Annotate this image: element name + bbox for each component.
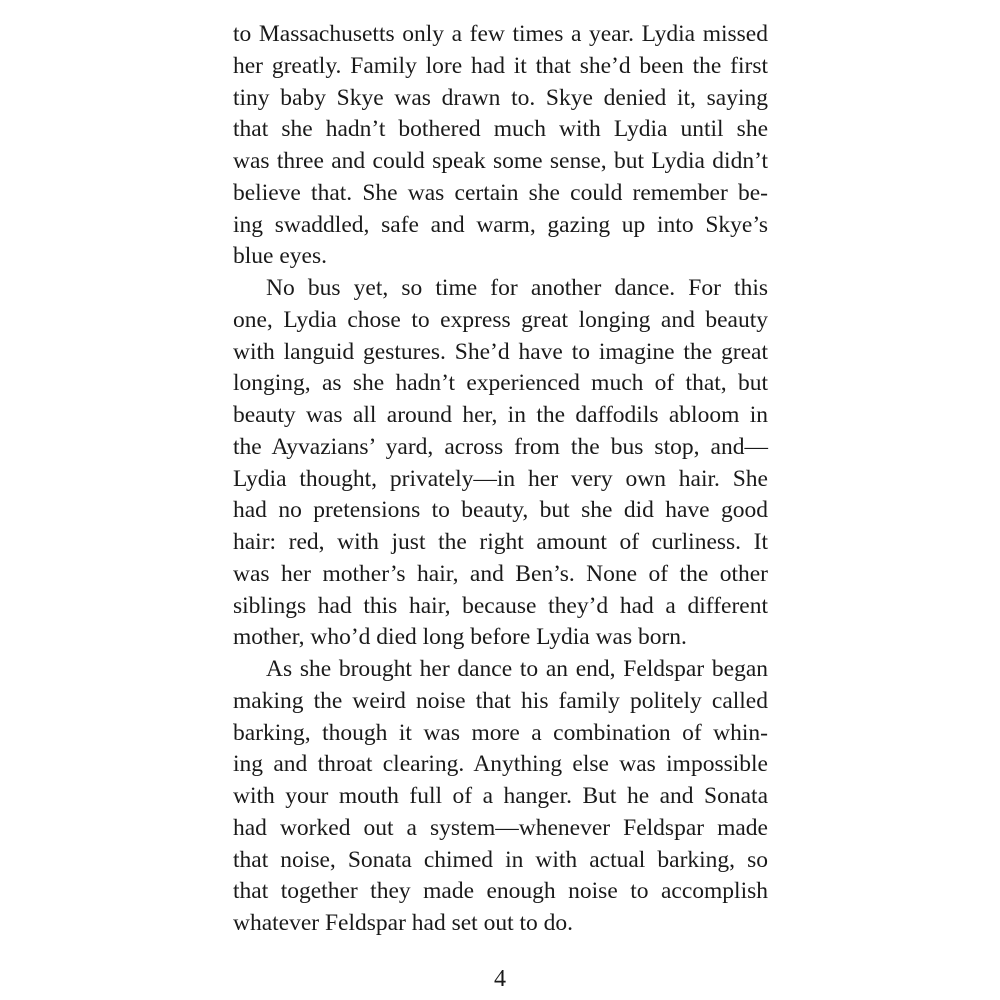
text-line: beauty was all around her, in the daffodils abloom in: [233, 402, 768, 428]
body-text: [233, 19, 768, 940]
text-line: ing and throat clearing. Anything else was impossible: [233, 751, 768, 778]
text-line: had worked out a system—whenever Feldspar made: [233, 814, 768, 841]
text-line: had no pretensions to beauty, but she did have good: [233, 497, 768, 524]
paragraph-1: [233, 19, 768, 273]
paragraph-2: [233, 273, 768, 654]
text-line: that together they made enough noise to accomplish: [233, 878, 768, 905]
text-line: one, Lydia chose to express great longing and beauty: [233, 306, 768, 333]
paragraph-3: [233, 654, 768, 940]
text-line: with languid gestures. She’d have to imagine the great: [233, 338, 768, 365]
text-line: the Ayvazians’ yard, across from the bus stop, and—: [233, 433, 768, 460]
text-line: barking, though it was more a combination of whin-: [233, 719, 768, 746]
text-line: blue eyes.: [233, 243, 327, 270]
text-line: was her mother’s hair, and Ben’s. None of the other: [233, 560, 768, 587]
text-line: ing swaddled, safe and warm, gazing up into Skye’s: [233, 211, 768, 238]
text-line: siblings had this hair, because they’d had a different: [233, 592, 768, 619]
text-line: with your mouth full of a hanger. But he and Sonata: [233, 783, 768, 809]
text-line: As she brought her dance to an end, Feldspar began: [266, 656, 768, 682]
text-line: that she hadn’t bothered much with Lydia until she: [233, 116, 768, 143]
text-line: longing, as she hadn’t experienced much of that, but: [233, 370, 768, 397]
text-line: mother, who’d died long before Lydia was born.: [233, 624, 687, 651]
text-line: No bus yet, so time for another dance. For this: [266, 275, 768, 301]
text-line: believe that. She was certain she could remember be-: [233, 179, 768, 206]
text-line: her greatly. Family lore had it that she’d been the first: [233, 52, 768, 79]
text-line: whatever Feldspar had set out to do.: [233, 910, 574, 936]
page-number: 4: [494, 966, 506, 992]
text-line: hair: red, with just the right amount of curliness. It: [233, 529, 768, 555]
text-line: to Massachusetts only a few times a year. Lydia missed: [233, 21, 768, 47]
text-line: that noise, Sonata chimed in with actual barking, so: [233, 846, 768, 873]
text-line: making the weird noise that his family politely called: [233, 687, 768, 714]
text-line: tiny baby Skye was drawn to. Skye denied it, saying: [233, 84, 768, 111]
text-line: was three and could speak some sense, but Lydia didn’t: [233, 148, 768, 174]
text-line: Lydia thought, privately—in her very own hair. She: [233, 465, 768, 492]
